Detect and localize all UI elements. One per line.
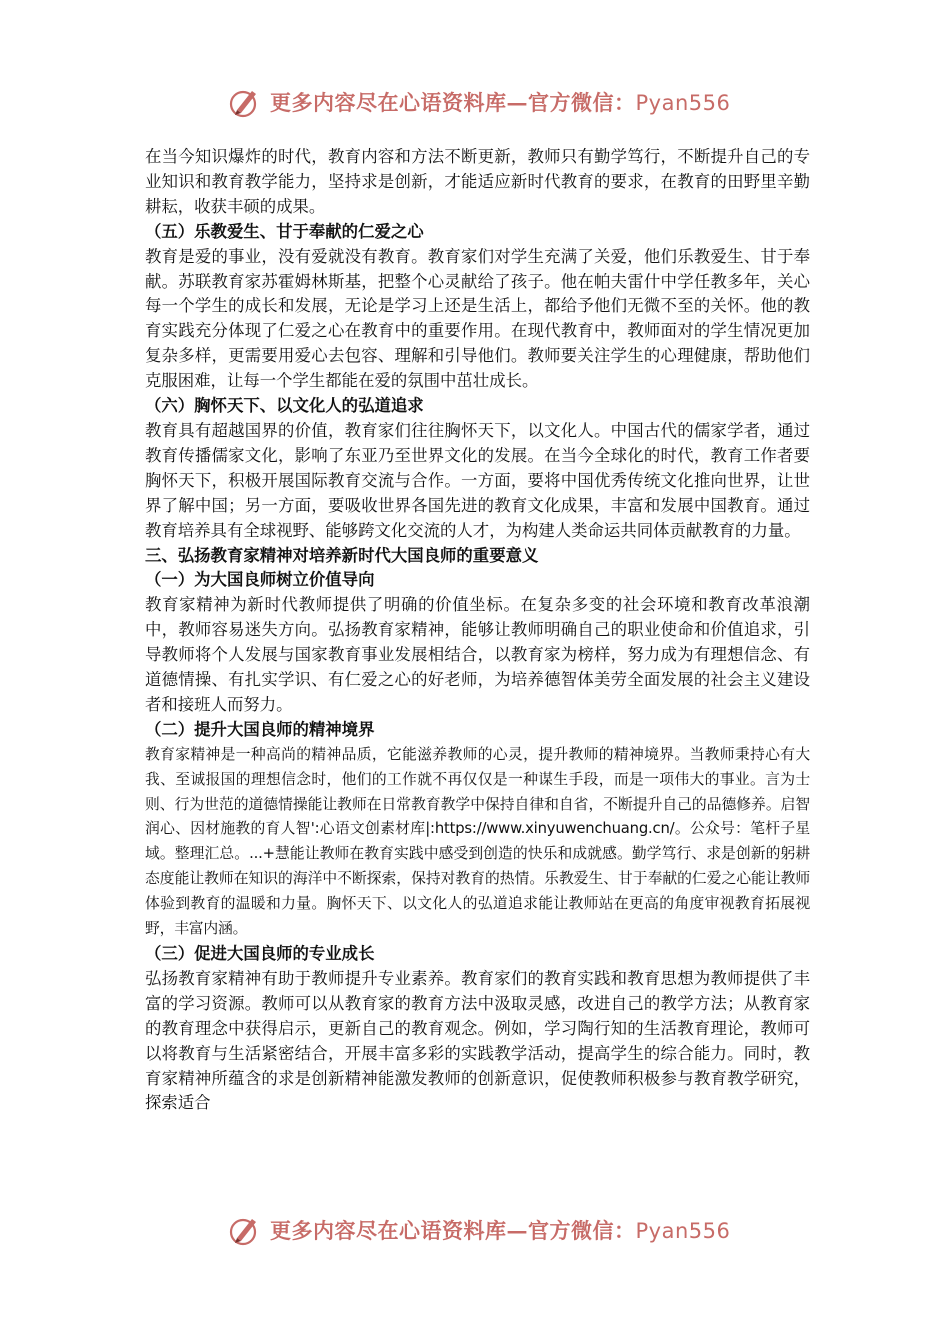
paragraph: 弘扬教育家精神有助于教师提升专业素养。教育家们的教育实践和教育思想为教师提供了丰富的学习资源。教师可以从教育家的教育方法中汲取灵感，改进自己的教学方法；从教育家的教育理念中获得启示，更新自己的教育观念。例如，学习陶行知的生活教育理论，教师可以将教育与生活紧密结合，开展丰富多彩的实践教学活动，提高学生的综合能力。同时，教育家精神所蕴含的求是创新精神能激发教师的创新意识，促使教师积极参与教育教学研究，探索适合 [145, 968, 810, 1113]
banner-text: 更多内容尽在心语资料库—官方微信：Pyan556 [270, 90, 731, 115]
chapter-heading: 三、弘扬教育家精神对培养新时代大国良师的重要意义 [145, 545, 539, 565]
paragraph-sans: 教育家精神是一种高尚的精神品质，它能滋养教师的心灵，提升教师的精神境界。当教师秉持心有大我、至诚报国的理想信念时，他们的工作就不再仅仅是一种谋生手段，而是一项伟大的事业。言为士则、行为世范的道德情操能让教师在日常教育教学中保持自律和自省，不断提升自己的品德修养。启智润心、因材施教的育人智':心语文创素材库|:https://www.xinyuwenchuang.cn/。公众号：笔杆子星域。整理汇总。...+慧能让教师在教育实践中感受到创造的快乐和成就感。勤学笃行、求是创新的躬耕态度能让教师在知识的海洋中不断探索，保持对教育的热情。乐教爱生、甘于奉献的仁爱之心能让教师体验到教育的温暖和力量。胸怀天下、以文化人的弘道追求能让教师站在更高的角度审视教育拓展视野，丰富内涵。 [145, 745, 810, 938]
wechat-handle: Pyan556 [635, 1219, 731, 1243]
section-heading: （六）胸怀天下、以文化人的弘道追求 [145, 396, 424, 416]
paragraph: 教育家精神为新时代教师提供了明确的价值坐标。在复杂多变的社会环境和教育改革浪潮中，教师容易迷失方向。弘扬教育家精神，能够让教师明确自己的职业使命和价值追求，引导教师将个人发展与国家教育事业发展相结合，以教育家为榜样，努力成为有理想信念、有道德情操、有扎实学识、有仁爱之心的好老师，为培养德智体美劳全面发展的社会主义建设者和接班人而努力。 [145, 595, 810, 714]
section-heading: （二）提升大国良师的精神境界 [145, 719, 375, 739]
paragraph: 在当今知识爆炸的时代，教育内容和方法不断更新，教师只有勤学笃行，不断提升自己的专业知识和教育教学能力，坚持求是创新，才能适应新时代教育的要求，在教育的田野里辛勤耕耘，收获丰硕的成果。 [145, 147, 810, 216]
section-heading: （五）乐教爱生、甘于奉献的仁爱之心 [145, 221, 424, 241]
wechat-handle: Pyan556 [635, 91, 731, 115]
paragraph: 教育是爱的事业，没有爱就没有教育。教育家们对学生充满了关爱，他们乐教爱生、甘于奉献。苏联教育家苏霍姆林斯基，把整个心灵献给了孩子。他在帕夫雷什中学任教多年，关心每一个学生的成长和发展，无论是学习上还是生活上，都给予他们无微不至的关怀。他的教育实践充分体现了仁爱之心在教育中的重要作用。在现代教育中，教师面对的学生情况更加复杂多样，更需要用爱心去包容、理解和引导他们。教师要关注学生的心理健康，帮助他们克服困难，让每一个学生都能在爱的氛围中茁壮成长。 [145, 246, 810, 391]
paragraph: 教育具有超越国界的价值，教育家们往往胸怀天下，以文化人。中国古代的儒家学者，通过教育传播儒家文化，影响了东亚乃至世界文化的发展。在当今全球化的时代，教育工作者要胸怀天下，积极开展国际教育交流与合作。一方面，要将中国优秀传统文化推向世界，让世界了解中国；另一方面，要吸收世界各国先进的教育文化成果，丰富和发展中国教育。通过教育培养具有全球视野、能够跨文化交流的人才，为构建人类命运共同体贡献教育的力量。 [145, 420, 810, 540]
section-heading: （三）促进大国良师的专业成长 [145, 944, 375, 963]
pen-logo-icon [228, 85, 262, 119]
pen-logo-icon [228, 1213, 262, 1247]
header-banner [228, 82, 730, 122]
document-body [145, 145, 810, 1116]
footer-banner [228, 1210, 730, 1250]
banner-text: 更多内容尽在心语资料库—官方微信：Pyan556 [270, 1218, 731, 1243]
section-heading: （一）为大国良师树立价值导向 [145, 570, 375, 590]
